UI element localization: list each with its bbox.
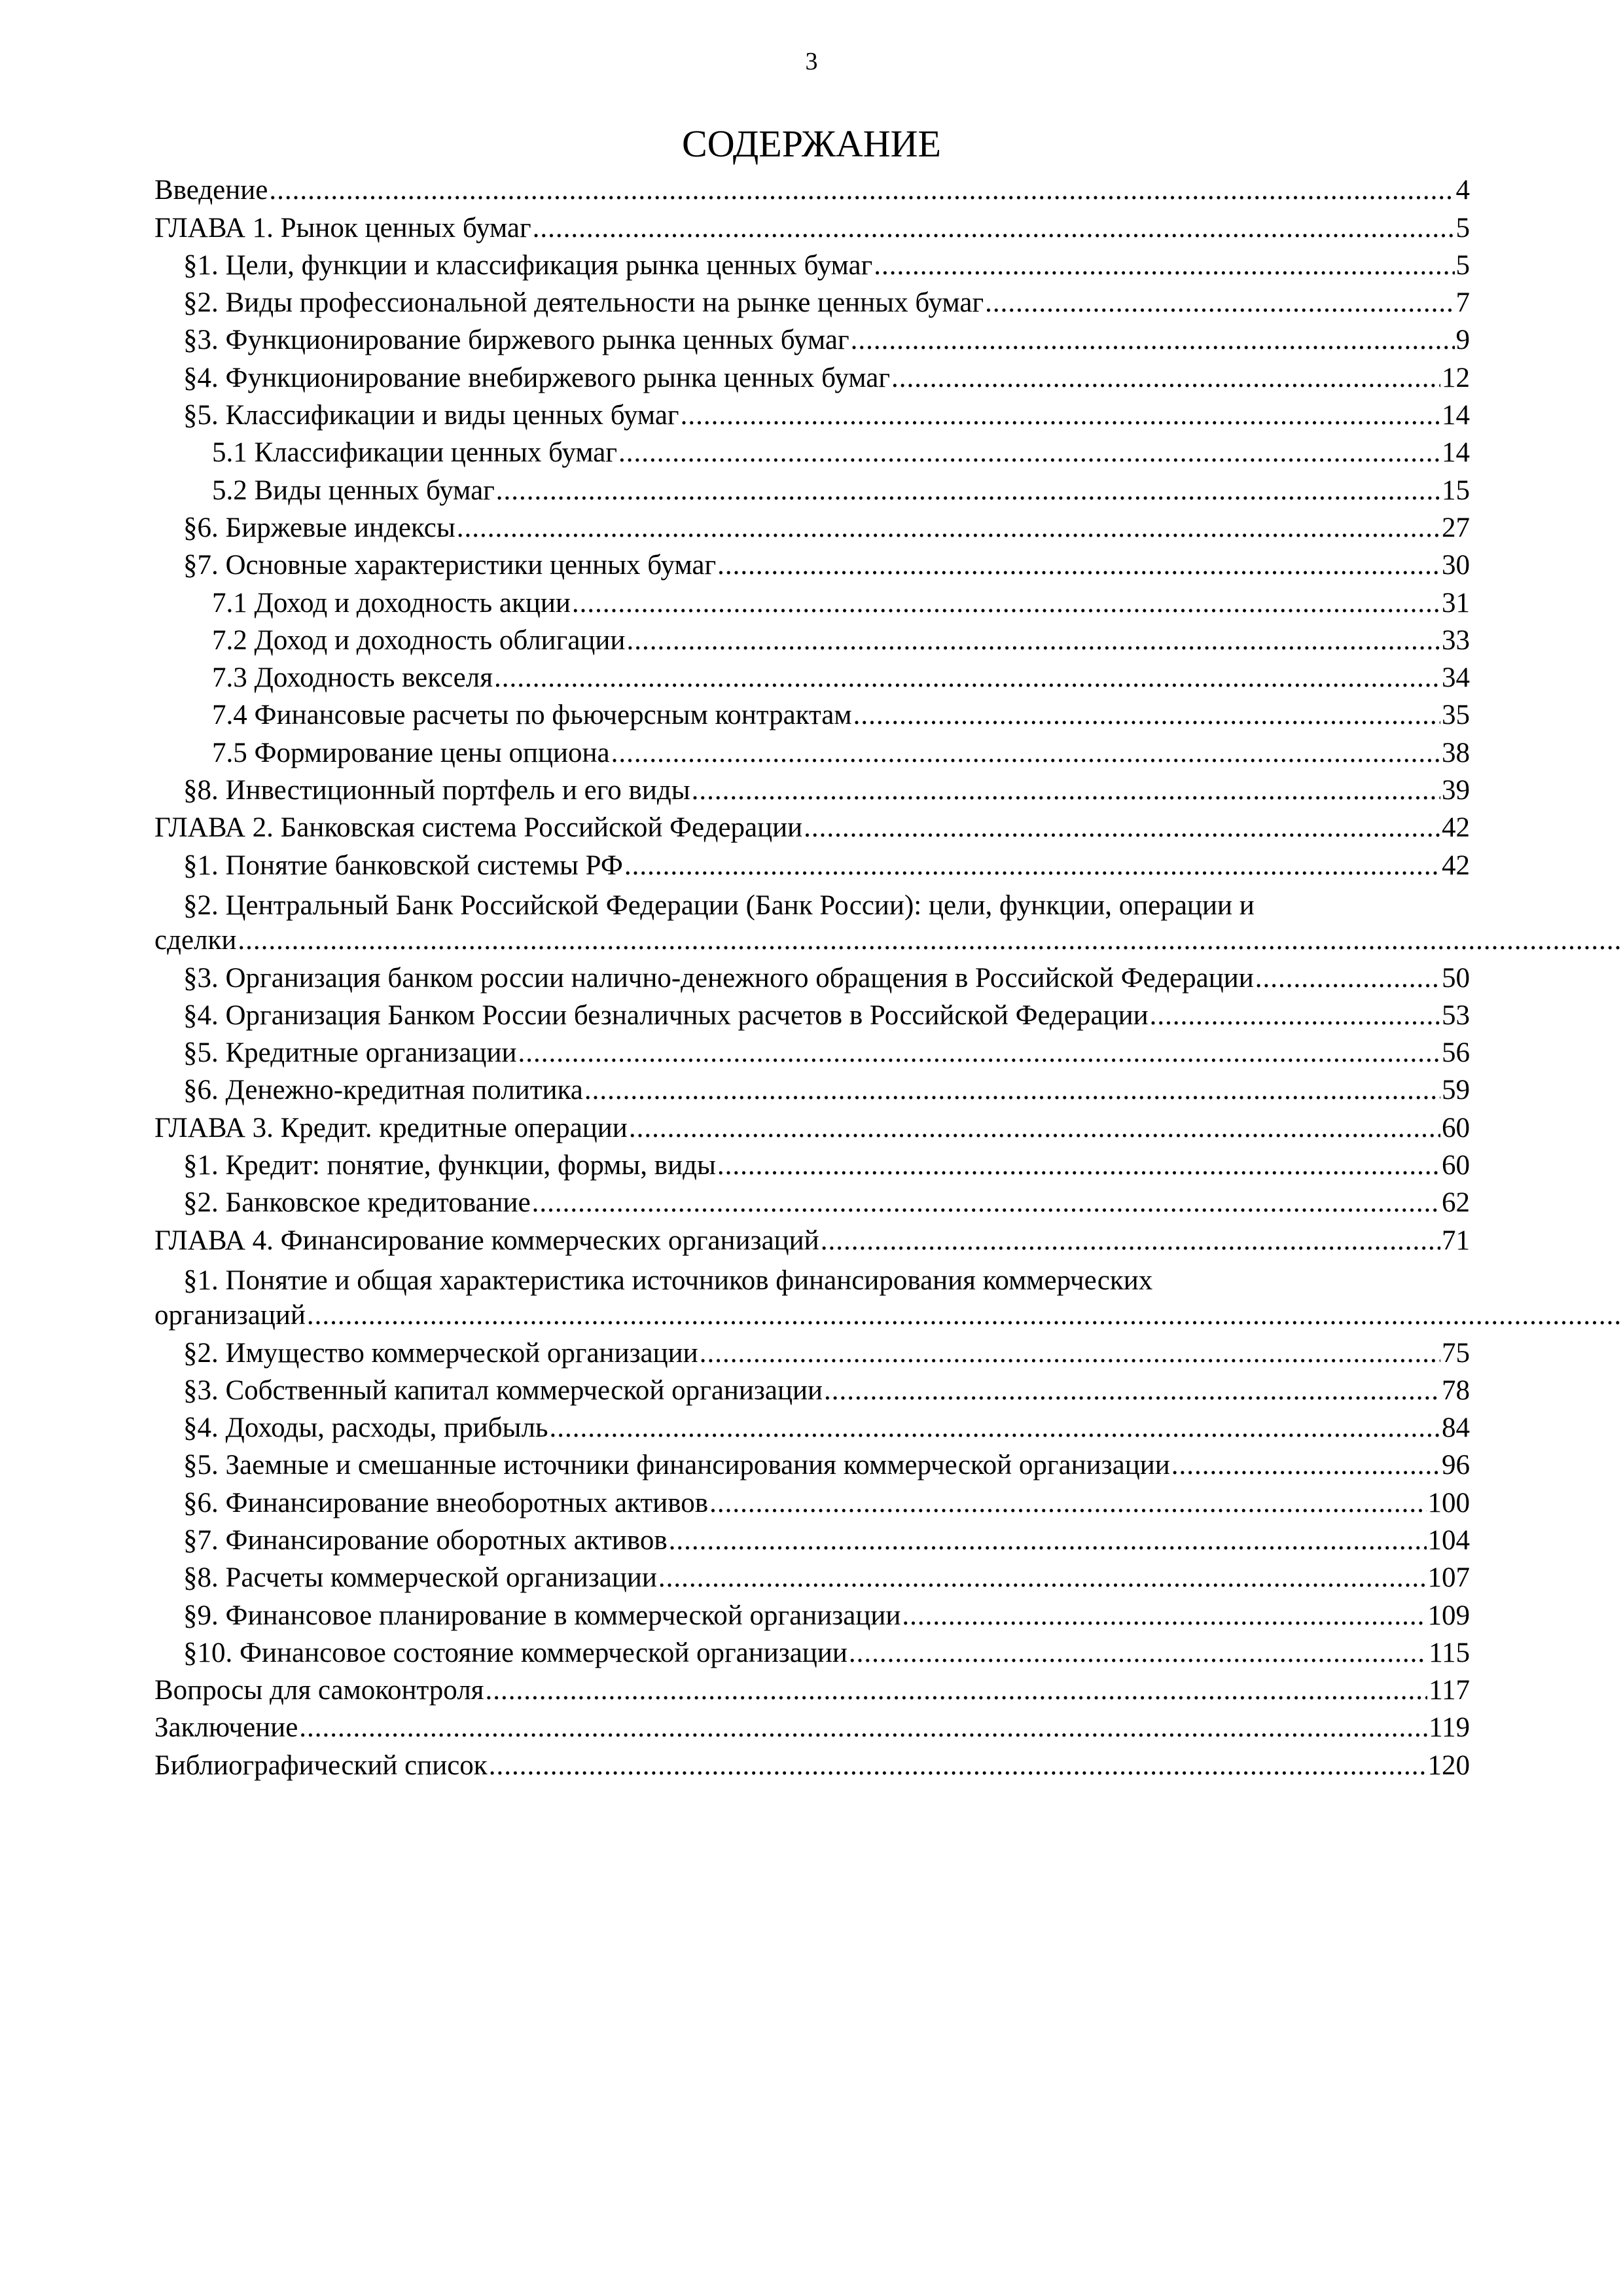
toc-entry-page: 109	[1427, 1600, 1470, 1631]
toc-entry-title: ГЛАВА 4. Финансирование коммерческих организаций	[154, 1225, 819, 1256]
dot-leader	[307, 1299, 1623, 1331]
toc-entry-title-continued: организаций	[154, 1300, 306, 1331]
toc-entry	[154, 1594, 1470, 1631]
toc-entry	[154, 206, 1470, 243]
toc-entry	[154, 544, 1470, 581]
toc-entry-title: §5. Заемные и смешанные источники финансирования коммерческой организации	[183, 1450, 1170, 1481]
toc-entry-title: §10. Финансовое состояние коммерческой организации	[183, 1637, 847, 1668]
toc-entry-page: 4	[1455, 175, 1470, 206]
toc-entry	[154, 1706, 1470, 1744]
toc-entry-title: §5. Классификации и виды ценных бумаг	[183, 400, 679, 431]
toc-entry	[154, 581, 1470, 619]
dot-leader	[658, 1562, 1427, 1594]
toc-entry-title: Заключение	[154, 1712, 298, 1744]
toc-entry	[154, 1744, 1470, 1781]
toc-entry	[154, 1407, 1470, 1444]
toc-entry-title: §3. Функционирование биржевого рынка ценных бумаг	[183, 325, 849, 356]
toc-entry-page: 31	[1442, 587, 1470, 619]
toc-entry	[154, 882, 1470, 957]
dot-leader	[821, 1225, 1440, 1257]
toc-entry-page: 59	[1442, 1075, 1470, 1106]
toc-entry	[154, 1106, 1470, 1143]
dot-leader	[985, 287, 1454, 319]
dot-leader	[700, 1337, 1440, 1369]
dot-leader	[669, 1524, 1427, 1556]
toc-entry-page: 62	[1442, 1187, 1470, 1219]
toc-entry-title: §1. Понятие банковской системы РФ	[183, 850, 623, 881]
dot-leader	[489, 1749, 1427, 1782]
dot-leader	[681, 399, 1440, 431]
toc-entry-page: 100	[1427, 1487, 1470, 1518]
toc-entry-page: 34	[1442, 662, 1470, 694]
toc-entry	[154, 1069, 1470, 1106]
toc-entry-title: 7.1 Доход и доходность акции	[212, 587, 571, 619]
toc-entry-title: §7. Финансирование оборотных активов	[183, 1524, 668, 1556]
toc-entry	[154, 356, 1470, 393]
toc-entry	[154, 1144, 1470, 1181]
toc-entry	[154, 1031, 1470, 1069]
toc-entry-title: 5.2 Виды ценных бумаг	[212, 475, 495, 506]
dot-leader	[496, 475, 1440, 507]
toc-entry-title: §8. Инвестиционный портфель и его виды	[183, 775, 690, 806]
toc-entry	[154, 731, 1470, 768]
toc-entry-title: 7.2 Доход и доходность облигации	[212, 624, 626, 656]
toc-entry	[154, 956, 1470, 994]
toc-entry-title: §9. Финансовое планирование в коммерческой организации	[183, 1600, 901, 1631]
dot-leader	[618, 437, 1440, 469]
toc-entry	[154, 1669, 1470, 1706]
dot-leader	[709, 1487, 1426, 1519]
toc-entry-title: §2. Имущество коммерческой организации	[183, 1337, 698, 1369]
toc-entry-title: §6. Финансирование внеоборотных активов	[183, 1487, 709, 1518]
dot-leader	[851, 324, 1455, 356]
toc-entry	[154, 1181, 1470, 1219]
toc-entry-page: 42	[1442, 812, 1470, 844]
toc-entry-title: §8. Расчеты коммерческой организации	[183, 1562, 657, 1594]
dot-leader	[518, 1037, 1440, 1069]
dot-leader	[874, 249, 1454, 281]
toc-entry-title: 7.4 Финансовые расчеты по фьючерсным контрактам	[212, 700, 852, 731]
toc-entry-title: §6. Денежно-кредитная политика	[183, 1075, 583, 1106]
toc-entry-title: §2. Банковское кредитование	[183, 1187, 531, 1219]
toc-entry-page: 12	[1442, 362, 1470, 393]
dot-leader	[902, 1600, 1426, 1632]
dot-leader	[891, 362, 1440, 394]
toc-entry-title: §4. Функционирование внебиржевого рынка ценных бумаг	[183, 362, 890, 393]
toc-entry	[154, 1632, 1470, 1669]
toc-entry	[154, 1481, 1470, 1518]
dot-leader	[1150, 999, 1440, 1031]
toc-entry-title: §3. Собственный капитал коммерческой организации	[183, 1374, 823, 1406]
toc-entry-title: §6. Биржевые индексы	[183, 512, 455, 543]
toc-entry-page: 60	[1442, 1150, 1470, 1181]
toc-entry-page: 42	[1442, 850, 1470, 881]
table-of-contents	[154, 169, 1470, 1782]
toc-entry-title: ГЛАВА 1. Рынок ценных бумаг	[154, 212, 531, 243]
dot-leader	[494, 662, 1440, 694]
dot-leader	[717, 549, 1440, 581]
toc-entry-title: §3. Организация банком россии налично-денежного обращения в Российской Федерации	[183, 962, 1254, 994]
toc-entry-title: §1. Понятие и общая характеристика источников финансирования коммерческих	[183, 1265, 1153, 1296]
toc-entry-page: 14	[1442, 400, 1470, 431]
dot-leader	[532, 1187, 1440, 1219]
dot-leader	[624, 850, 1440, 882]
toc-entry-page: 75	[1442, 1337, 1470, 1369]
toc-entry	[154, 1444, 1470, 1481]
toc-entry-page: 96	[1442, 1450, 1470, 1481]
toc-entry-page: 35	[1442, 700, 1470, 731]
toc-entry-page: 14	[1442, 437, 1470, 469]
dot-leader	[299, 1712, 1427, 1744]
toc-entry	[154, 619, 1470, 656]
toc-entry-page: 56	[1442, 1037, 1470, 1069]
toc-entry	[154, 769, 1470, 806]
toc-entry	[154, 1219, 1470, 1256]
toc-entry-page: 50	[1442, 962, 1470, 994]
toc-entry-page: 5	[1455, 249, 1470, 281]
toc-entry-page: 104	[1427, 1524, 1470, 1556]
toc-entry-title: §2. Центральный Банк Российской Федерации (Банк России): цели, функции, операции и	[183, 889, 1255, 921]
toc-entry	[154, 394, 1470, 431]
dot-leader	[238, 924, 1623, 956]
toc-title: СОДЕРЖАНИЕ	[682, 122, 941, 165]
dot-leader	[457, 512, 1440, 544]
toc-entry	[154, 169, 1470, 206]
toc-entry	[154, 806, 1470, 844]
toc-entry-title: ГЛАВА 2. Банковская система Российской Федерации	[154, 812, 803, 844]
toc-entry-title: §1. Кредит: понятие, функции, формы, виды	[183, 1150, 716, 1181]
toc-entry-title: 5.1 Классификации ценных бумаг	[212, 437, 617, 469]
toc-entry	[154, 994, 1470, 1031]
toc-entry	[154, 469, 1470, 506]
toc-entry-page: 5	[1455, 212, 1470, 243]
dot-leader	[626, 624, 1440, 656]
toc-entry	[154, 319, 1470, 356]
page-number: 3	[805, 48, 818, 75]
toc-entry-title: Библиографический список	[154, 1749, 488, 1781]
toc-entry-page: 60	[1442, 1112, 1470, 1143]
dot-leader	[611, 737, 1440, 769]
dot-leader	[584, 1074, 1440, 1106]
dot-leader	[629, 1112, 1440, 1144]
toc-entry	[154, 1556, 1470, 1594]
dot-leader	[485, 1674, 1427, 1706]
toc-entry-page: 30	[1442, 550, 1470, 581]
dot-leader	[717, 1149, 1440, 1181]
toc-entry	[154, 244, 1470, 281]
dot-leader	[550, 1412, 1440, 1444]
dot-leader	[572, 587, 1440, 619]
toc-entry-title: 7.3 Доходность векселя	[212, 662, 493, 694]
toc-entry-page: 107	[1427, 1562, 1470, 1594]
toc-entry-title-continued: сделки	[154, 925, 237, 956]
toc-entry-page: 38	[1442, 737, 1470, 768]
toc-entry-page: 7	[1455, 287, 1470, 319]
dot-leader	[849, 1637, 1427, 1669]
toc-entry-title: §4. Организация Банком России безналичных расчетов в Российской Федерации	[183, 999, 1149, 1031]
toc-entry	[154, 844, 1470, 881]
toc-entry	[154, 694, 1470, 731]
toc-entry	[154, 507, 1470, 544]
toc-entry-page: 119	[1429, 1712, 1470, 1744]
toc-entry-title: §7. Основные характеристики ценных бумаг	[183, 550, 717, 581]
toc-entry-title: Введение	[154, 175, 268, 206]
toc-entry-title: §1. Цели, функции и классификация рынка ценных бумаг	[183, 249, 873, 281]
toc-entry-title: §2. Виды профессиональной деятельности на рынке ценных бумаг	[183, 287, 984, 319]
toc-entry-page: 53	[1442, 999, 1470, 1031]
toc-entry	[154, 1369, 1470, 1407]
toc-entry-page: 33	[1442, 624, 1470, 656]
dot-leader	[1255, 962, 1440, 994]
toc-entry	[154, 1519, 1470, 1556]
toc-entry-page: 84	[1442, 1412, 1470, 1444]
toc-entry-page: 120	[1427, 1749, 1470, 1781]
toc-entry-page: 27	[1442, 512, 1470, 543]
toc-entry	[154, 1257, 1470, 1332]
toc-entry-page: 78	[1442, 1374, 1470, 1406]
toc-entry	[154, 1331, 1470, 1369]
toc-entry-title: §4. Доходы, расходы, прибыль	[183, 1412, 548, 1444]
toc-entry-page: 71	[1442, 1225, 1470, 1256]
dot-leader	[1171, 1449, 1440, 1481]
toc-entry-title: 7.5 Формирование цены опциона	[212, 737, 610, 768]
toc-entry	[154, 431, 1470, 469]
toc-entry	[154, 656, 1470, 694]
dot-leader	[804, 812, 1440, 844]
dot-leader	[853, 699, 1440, 731]
dot-leader	[269, 174, 1454, 206]
dot-leader	[533, 212, 1455, 244]
toc-entry-title: ГЛАВА 3. Кредит. кредитные операции	[154, 1112, 628, 1143]
toc-entry-title: Вопросы для самоконтроля	[154, 1675, 484, 1706]
toc-entry-page: 117	[1429, 1675, 1470, 1706]
toc-entry-page: 9	[1455, 325, 1470, 356]
toc-entry-page: 39	[1442, 775, 1470, 806]
toc-entry-page: 15	[1442, 475, 1470, 506]
toc-entry-title: §5. Кредитные организации	[183, 1037, 517, 1069]
toc-entry-page: 115	[1429, 1637, 1470, 1668]
toc-entry	[154, 281, 1470, 319]
dot-leader	[692, 774, 1440, 806]
dot-leader	[824, 1374, 1440, 1407]
